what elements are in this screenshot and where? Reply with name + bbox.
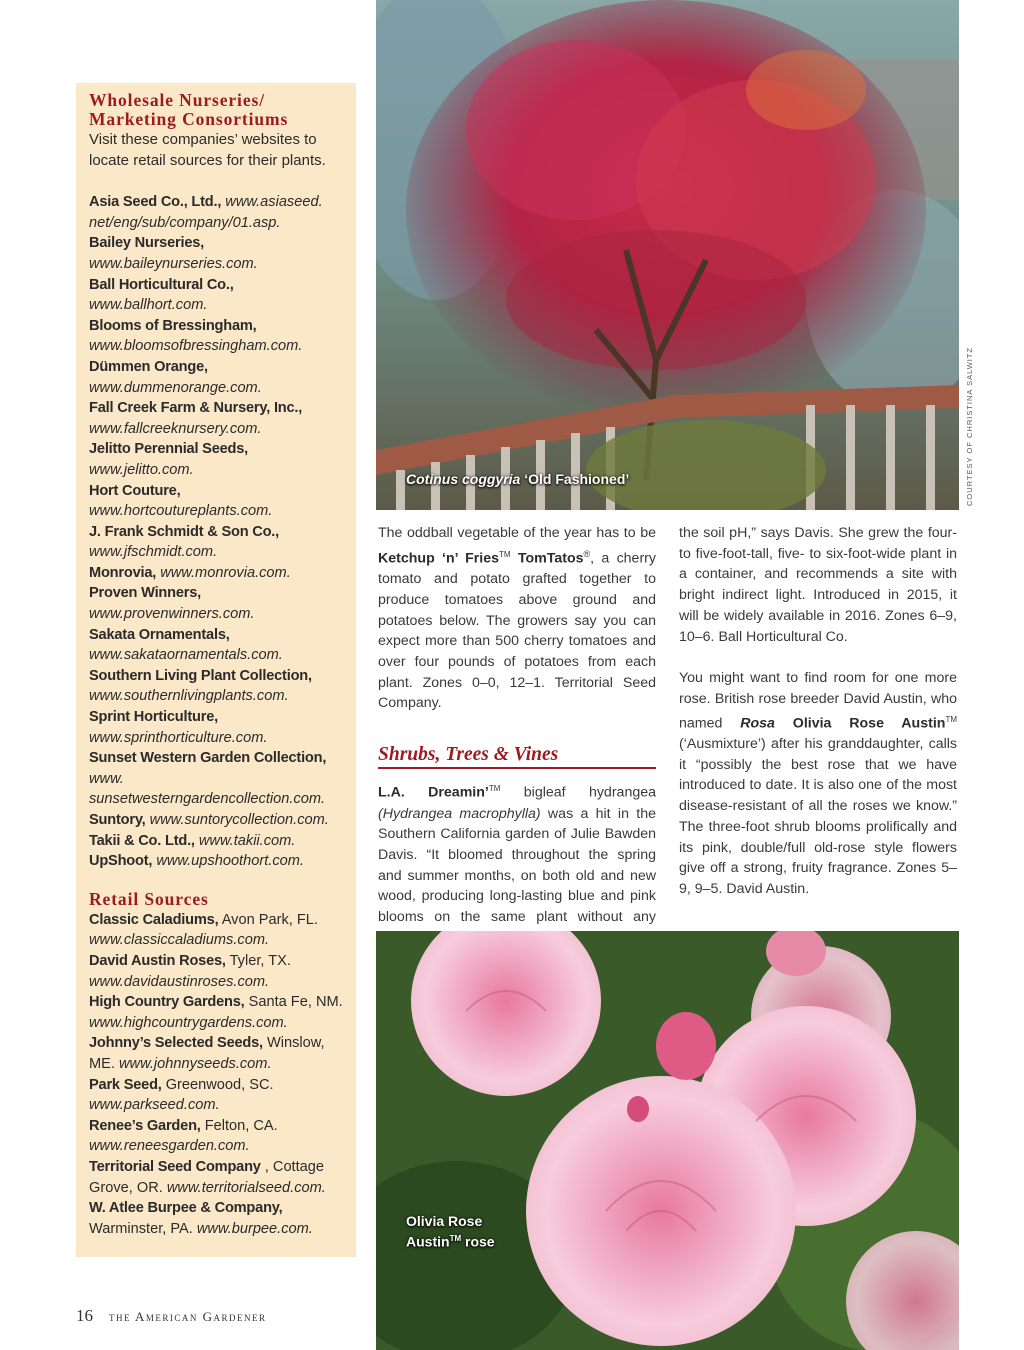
rose-caption-line2a: Austin (406, 1233, 450, 1250)
source-url: www.reneesgarden.com. (89, 1138, 250, 1155)
source-url: www.burpee.com. (196, 1220, 313, 1237)
magazine-name: the American Gardener (109, 1309, 267, 1324)
source-name: W. Atlee Burpee & Company, (89, 1200, 283, 1217)
source-location: Greenwood, SC. (165, 1076, 274, 1093)
rose-caption (406, 1213, 495, 1251)
page-footer (76, 1306, 267, 1326)
source-url: www.monrovia.com. (160, 564, 291, 581)
rose-photo (376, 931, 959, 1350)
smoke-tree-caption (406, 471, 629, 488)
smoke-tree-photo (376, 0, 959, 510)
source-url: www.baileynurseries.com. (89, 255, 258, 272)
source-location: Winslow, ME. (89, 1035, 325, 1072)
p1-product-b: TomTatos (510, 550, 584, 567)
wholesale-source-entry (89, 563, 346, 584)
source-name: Monrovia, (89, 564, 157, 581)
source-name: Suntory, (89, 812, 146, 828)
source-location: Santa Fe, NM. (248, 994, 343, 1011)
source-url: www.territorialseed.com. (166, 1179, 326, 1196)
source-url: www.hortcoutureplants.com. (89, 503, 273, 520)
source-name: Blooms of Bressingham, (89, 317, 257, 334)
wholesale-source-entry (89, 316, 346, 357)
rose-illustration (376, 931, 959, 1350)
wholesale-source-entry (89, 398, 346, 439)
source-url: www.sakataornamentals.com. (89, 647, 283, 664)
source-name: Territorial Seed Company (89, 1158, 261, 1175)
p1-text-c: , a cherry tomato and potato grafted together to produce tomatoes above ground and potatoes below. The growers say you can expect more than 500 cherry tomatoes and over four pounds of potatoes from each plant. Zones 0–0, 12–1. Territorial Seed Company. (378, 550, 656, 712)
source-name: Sprint Horticulture, (89, 709, 218, 726)
photo-credit-text: COURTESY OF CHRISTINA SALWITZ (965, 346, 974, 506)
source-name: Ball Horticultural Co., (89, 276, 234, 293)
p4-text-a: You might want to find room for one more rose. British rose breeder David Austin, who named (679, 670, 957, 732)
source-name: Classic Caladiums, (89, 911, 219, 928)
wholesale-source-entry (89, 192, 346, 233)
wholesale-source-entry (89, 748, 346, 810)
source-url: www.highcountrygardens.com. (89, 1014, 288, 1031)
rose-caption-line1: Olivia Rose (406, 1213, 483, 1229)
tomtato-paragraph (378, 523, 656, 714)
rose-caption-line2b: rose (461, 1233, 495, 1250)
retail-source-entry (89, 951, 346, 992)
wholesale-source-entry (89, 583, 346, 624)
rose-caption-tm: TM (449, 1234, 462, 1243)
p4-genus: Rosa (740, 715, 775, 732)
source-url: www.takii.com. (198, 832, 296, 849)
source-name: Jelitto Perennial Seeds, (89, 441, 249, 458)
source-url: www.sprinthorticulture.com. (89, 729, 268, 746)
source-name: Asia Seed Co., Ltd., (89, 194, 222, 211)
caption-species: Cotinus coggyria (406, 471, 521, 487)
source-name: UpShoot, (89, 853, 153, 870)
wholesale-source-entry (89, 707, 346, 748)
p2-tm: TM (488, 784, 501, 794)
wholesale-source-entry (89, 233, 346, 274)
wholesale-source-entry (89, 357, 346, 398)
section-heading-shrubs: Shrubs, Trees & Vines (378, 743, 656, 769)
source-name: Sunset Western Garden Collection, (89, 750, 327, 767)
retail-source-entry (89, 910, 346, 951)
source-url: www. sunsetwesterngardencollection.com. (89, 770, 326, 808)
source-location: Avon Park, FL. (221, 911, 318, 928)
p1-reg: ® (583, 548, 591, 559)
source-url: www.ballhort.com. (89, 297, 208, 314)
retail-source-entry (89, 1116, 346, 1157)
wholesale-source-entry (89, 666, 346, 707)
p4-tm: TM (945, 714, 957, 724)
source-url: www.suntorycollection.com. (149, 812, 329, 828)
retail-source-entry (89, 992, 346, 1033)
source-url: www.upshoothort.com. (156, 853, 304, 870)
source-url: www.parkseed.com. (89, 1097, 220, 1114)
source-name: J. Frank Schmidt & Son Co., (89, 523, 280, 540)
wholesale-heading-line1: Wholesale Nurseries/ (89, 90, 265, 110)
wholesale-source-entry (89, 275, 346, 316)
source-name: Park Seed, (89, 1076, 162, 1093)
p1-tm: TM (499, 549, 511, 559)
retail-heading: Retail Sources (89, 888, 209, 909)
p4-text-c: (‘Ausmixture’) after his granddaughter, calls it “possibly the best rose that we have introduced to date. It is also one of the most disease-resistant of all the roses we know.” The three-foot shrub blooms prolifically and its pink, double/full old-rose style flowers give off a strong, fruity fragrance. Zones 5–9, 9–5. David Austin. (679, 736, 957, 897)
source-url: www.provenwinners.com. (89, 606, 255, 623)
source-url: www.classiccaladiums.com. (89, 932, 270, 949)
source-name: High Country Gardens, (89, 994, 245, 1011)
p2-species: (Hydrangea macrophylla) (378, 805, 541, 822)
p1-product-a: Ketchup ‘n’ Fries (378, 550, 499, 567)
source-name: Dümmen Orange, (89, 358, 208, 375)
source-url: www.davidaustinroses.com. (89, 973, 270, 990)
hydrangea-continued-paragraph: the soil pH,” says Davis. She grew the four- to five-foot-tall, five- to six-foot-wide plant in a container, and recommends a site with bright indirect light. Introduced in 2015, it will be widely available in 2016. Zones 6–9, 10–6. Ball Horticultural Co. (679, 525, 957, 645)
retail-source-entry (89, 1157, 346, 1198)
source-url: www.jfschmidt.com. (89, 544, 218, 561)
source-url: www.fallcreeknursery.com. (89, 420, 262, 437)
source-name: Johnny’s Selected Seeds, (89, 1035, 263, 1052)
retail-source-entry (89, 1033, 346, 1074)
source-url: www.bloomsofbressingham.com. (89, 338, 303, 355)
source-url: www.jelitto.com. (89, 461, 194, 478)
photo-credit (965, 346, 975, 506)
article-column-1 (378, 523, 656, 948)
page-number: 16 (76, 1306, 93, 1325)
source-location: Tyler, TX. (229, 952, 291, 969)
source-location: , Cottage Grove, OR. (89, 1158, 325, 1196)
wholesale-source-entry (89, 625, 346, 666)
wholesale-source-entry (89, 439, 346, 480)
wholesale-source-entry (89, 522, 346, 563)
wholesale-source-entry (89, 481, 346, 522)
source-name: Renee’s Garden, (89, 1117, 201, 1134)
source-name: Proven Winners, (89, 585, 202, 602)
source-name: Sakata Ornamentals, (89, 626, 230, 643)
source-url: www.johnnyseeds.com. (119, 1055, 272, 1072)
source-url: www.dummenorange.com. (89, 379, 262, 396)
retail-source-entry (89, 1075, 346, 1116)
caption-cultivar: ‘Old Fashioned’ (520, 471, 630, 487)
source-name: Fall Creek Farm & Nursery, Inc., (89, 400, 303, 417)
retail-list (89, 910, 346, 1240)
wholesale-intro: Visit these companies’ websites to locate retail sources for their plants. (89, 131, 326, 169)
sources-sidebar (76, 83, 356, 1257)
p4-product: Olivia Rose Austin (774, 715, 946, 732)
source-name: Southern Living Plant Collection, (89, 667, 312, 684)
source-url: www.southernlivingplants.com. (89, 688, 289, 705)
article-column-2 (679, 523, 957, 900)
retail-source-entry (89, 1198, 346, 1239)
p2-text-a: bigleaf hydrangea (500, 784, 657, 801)
source-location: Felton, CA. (204, 1117, 278, 1134)
source-name: Takii & Co. Ltd., (89, 832, 195, 849)
source-url: www.asiaseed. net/eng/sub/company/01.asp. (89, 194, 323, 231)
hydrangea-paragraph (378, 779, 656, 948)
wholesale-list (89, 192, 346, 872)
source-name: Hort Couture, (89, 482, 181, 499)
rose-paragraph (679, 668, 957, 899)
wholesale-source-entry (89, 831, 346, 852)
wholesale-heading-line2: Marketing Consortiums (89, 109, 289, 129)
p2-text-c: was a hit in the Southern California garden of Julie Bawden Davis. “It bloomed throughout the spring and summer months, on both old and new wood, producing long-lasting blue and pink blooms on the same plant without any (378, 805, 656, 926)
wholesale-source-entry (89, 851, 346, 872)
p1-text-a: The oddball vegetable of the year has to be (378, 525, 656, 541)
smoke-tree-illustration (376, 0, 959, 510)
p2-product: L.A. Dreamin’ (378, 784, 489, 801)
wholesale-heading (89, 91, 346, 129)
source-name: Bailey Nurseries, (89, 235, 205, 252)
wholesale-source-entry (89, 810, 346, 831)
source-name: David Austin Roses, (89, 952, 226, 969)
source-location: Warminster, PA. (89, 1220, 193, 1237)
